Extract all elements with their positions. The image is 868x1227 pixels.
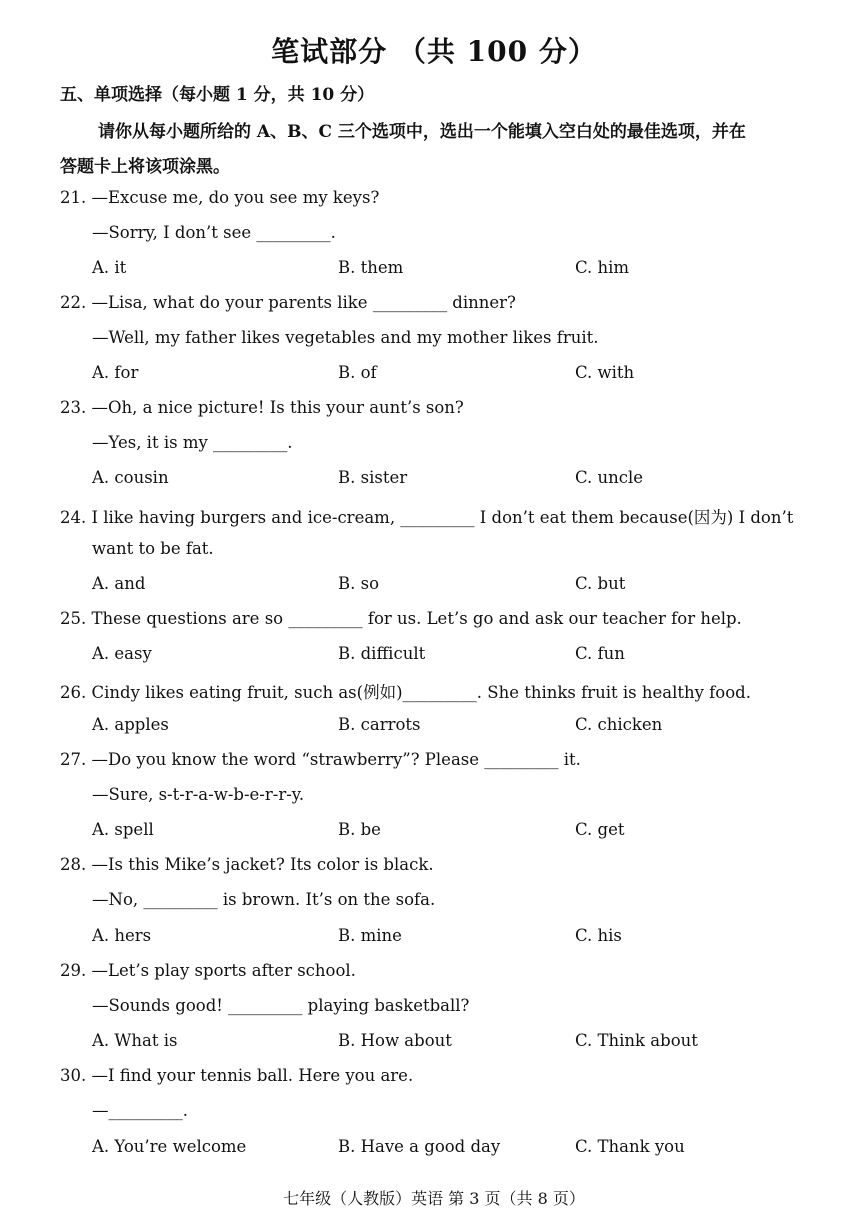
question-30-prompt: 30. —I find your tennis ball. Here you are. xyxy=(60,1066,414,1085)
section-heading: 五、单项选择（每小题 1 分，共 10 分） xyxy=(60,85,375,105)
question-26-option-b: B. carrots xyxy=(338,715,421,734)
question-22-option-a: A. for xyxy=(92,363,139,382)
question-21-reply: —Sorry, I don’t see _________. xyxy=(92,223,336,242)
question-27-option-b: B. be xyxy=(338,820,381,839)
question-28-option-b: B. mine xyxy=(338,926,402,945)
question-27-option-a: A. spell xyxy=(92,820,154,839)
question-28-reply: —No, _________ is brown. It’s on the sofa. xyxy=(92,890,436,909)
question-23-option-b: B. sister xyxy=(338,468,408,487)
question-25-option-a: A. easy xyxy=(92,644,152,663)
instruction-line-2: 答题卡上将该项涂黑。 xyxy=(60,157,230,177)
question-26-option-a: A. apples xyxy=(92,715,169,734)
question-26-prompt: 26. Cindy likes eating fruit, such as(例如)_________. She thinks fruit is healthy food. xyxy=(60,683,751,702)
question-22-prompt: 22. —Lisa, what do your parents like _________ dinner? xyxy=(60,293,516,312)
question-25-option-b: B. difficult xyxy=(338,644,426,663)
question-29-option-b: B. How about xyxy=(338,1031,452,1050)
question-24-prompt: 24. I like having burgers and ice-cream, _________ I don’t eat them because(因为) I don’t xyxy=(60,508,794,527)
question-28-prompt: 28. —Is this Mike’s jacket? Its color is black. xyxy=(60,855,434,874)
question-27-option-c: C. get xyxy=(575,820,625,839)
page-footer: 七年级（人教版）英语 第 3 页（共 8 页） xyxy=(283,1189,585,1208)
question-29-option-a: A. What is xyxy=(92,1031,178,1050)
question-21-option-b: B. them xyxy=(338,258,404,277)
question-22-reply: —Well, my father likes vegetables and my mother likes fruit. xyxy=(92,328,599,347)
question-30-option-c: C. Thank you xyxy=(575,1137,685,1156)
question-24-option-c: C. but xyxy=(575,574,626,593)
question-25-prompt: 25. These questions are so _________ for us. Let’s go and ask our teacher for help. xyxy=(60,609,742,628)
question-23-option-a: A. cousin xyxy=(92,468,169,487)
question-24-option-b: B. so xyxy=(338,574,380,593)
question-21-option-a: A. it xyxy=(92,258,127,277)
question-30-option-a: A. You’re welcome xyxy=(92,1137,247,1156)
question-24-option-a: A. and xyxy=(92,574,146,593)
question-24-continuation: want to be fat. xyxy=(92,539,214,558)
question-26-option-c: C. chicken xyxy=(575,715,663,734)
instruction-line-1: 请你从每小题所给的 A、B、C 三个选项中，选出一个能填入空白处的最佳选项，并在 xyxy=(98,122,746,142)
question-30-reply: —_________. xyxy=(92,1101,188,1120)
page-title: 笔试部分 （共 100 分） xyxy=(271,35,597,68)
question-23-reply: —Yes, it is my _________. xyxy=(92,433,293,452)
question-29-option-c: C. Think about xyxy=(575,1031,698,1050)
question-28-option-a: A. hers xyxy=(92,926,152,945)
question-21-option-c: C. him xyxy=(575,258,630,277)
question-22-option-b: B. of xyxy=(338,363,377,382)
question-27-reply: —Sure, s-t-r-a-w-b-e-r-r-y. xyxy=(92,785,305,804)
question-27-prompt: 27. —Do you know the word “strawberry”? Please _________ it. xyxy=(60,750,581,769)
question-21-prompt: 21. —Excuse me, do you see my keys? xyxy=(60,188,380,207)
question-29-prompt: 29. —Let’s play sports after school. xyxy=(60,961,356,980)
question-23-option-c: C. uncle xyxy=(575,468,644,487)
question-25-option-c: C. fun xyxy=(575,644,625,663)
question-22-option-c: C. with xyxy=(575,363,635,382)
question-28-option-c: C. his xyxy=(575,926,622,945)
question-23-prompt: 23. —Oh, a nice picture! Is this your aunt’s son? xyxy=(60,398,464,417)
question-29-reply: —Sounds good! _________ playing basketball? xyxy=(92,996,470,1015)
question-30-option-b: B. Have a good day xyxy=(338,1137,501,1156)
